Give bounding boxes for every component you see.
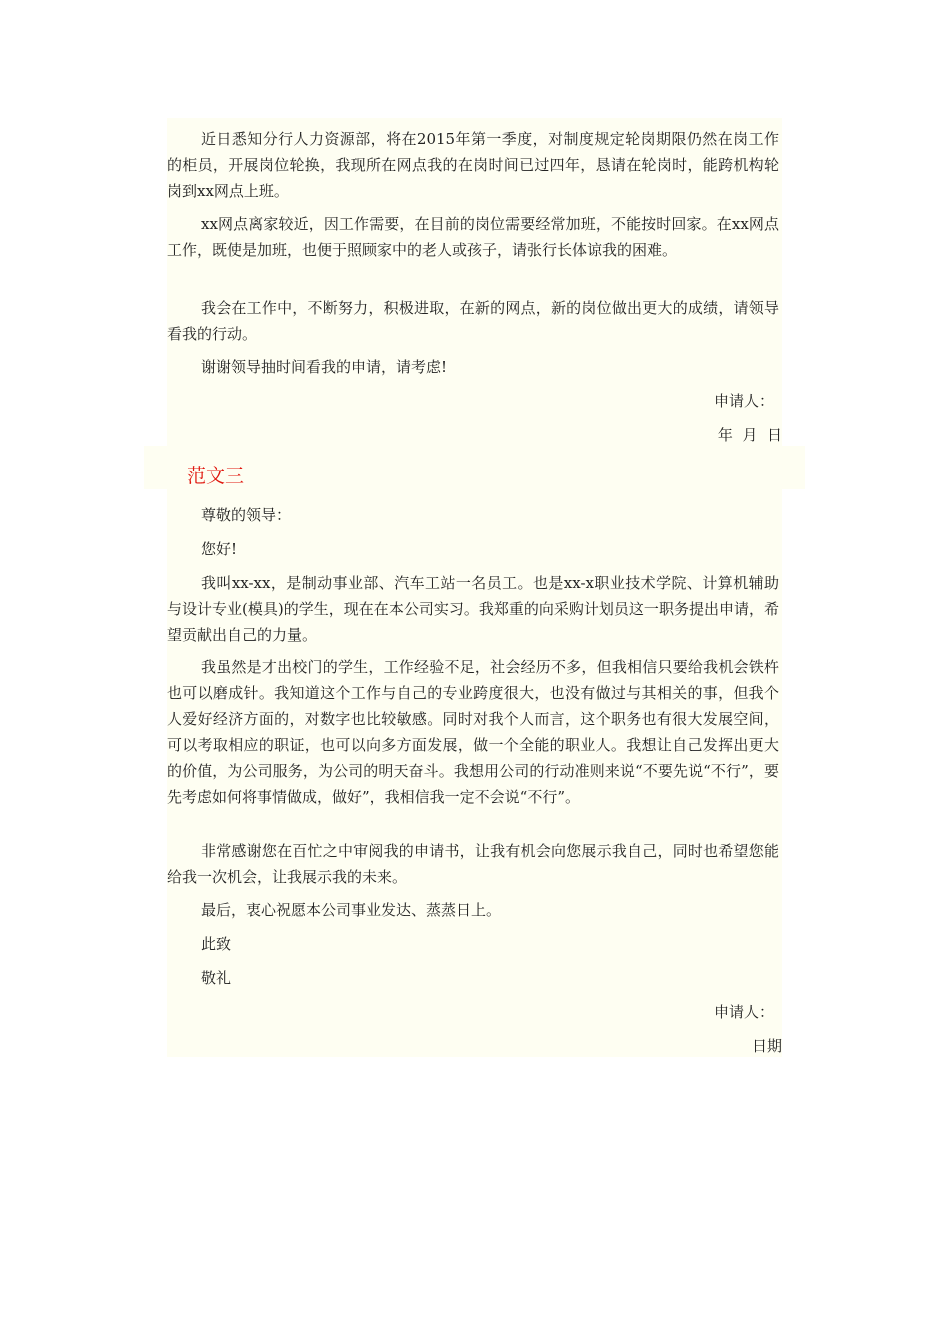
letter-one-paragraph: 我会在工作中，不断努力，积极进取，在新的网点，新的岗位做出更大的成绩，请领导看我的行动。 <box>167 299 779 343</box>
letter-one-paragraph: 近日悉知分行人力资源部，将在2015年第一季度，对制度规定轮岗期限仍然在岗工作的柜员，开展岗位轮换，我现所在网点我的在岗时间已过四年，恳请在轮岗时，能跨机构轮岗到xx网点上班。 <box>167 130 779 200</box>
letter-one-paragraph: xx网点离家较近，因工作需要，在目前的岗位需要经常加班，不能按时回家。在xx网点工作，既使是加班，也便于照顾家中的老人或孩子，请张行长体谅我的困难。 <box>167 215 779 259</box>
letter-two-date: 日期 <box>751 1037 782 1055</box>
letter-two-greeting: 您好! <box>201 540 238 558</box>
letter-two-paragraph: 我虽然是才出校门的学生，工作经验不足，社会经历不多，但我相信只要给我机会铁杵也可以磨成针。我知道这个工作与自己的专业跨度很大，也没有做过与其相关的事，但我个人爱好经济方面的，对数字也比较敏感。同时对我个人而言，这个职务也有很大发展空间，可以考取相应的职证，也可以向多方面发展，做一个全能的职业人。我想让自己发挥出更大的价值，为公司服务，为公司的明天奋斗。我想用公司的行动准则来说“不要先说“不行”，要先考虑如何将事情做成，做好”，我相信我一定不会说“不行”。 <box>167 658 779 806</box>
letter-one-paragraph: 谢谢领导抽时间看我的申请，请考虑! <box>201 358 448 376</box>
letter-two-signature: 申请人： <box>713 1003 774 1021</box>
letter-two-paragraph: 最后，衷心祝愿本公司事业发达、蒸蒸日上。 <box>201 901 502 919</box>
section-heading: 范文三 <box>187 465 245 487</box>
letter-two-closing: 敬礼 <box>201 969 232 987</box>
letter-one-signature: 申请人： <box>713 392 774 410</box>
letter-two-paragraph: 非常感谢您在百忙之中审阅我的申请书，让我有机会向您展示我自己，同时也希望您能给我一次机会，让我展示我的未来。 <box>167 842 779 886</box>
letter-two-closing: 此致 <box>201 935 232 953</box>
letter-one-date: 年 月 日 <box>717 426 782 444</box>
letter-two-paragraph: 我叫xx-xx，是制动事业部、汽车工站一名员工。也是xx-x职业技术学院、计算机辅助与设计专业(模具)的学生，现在在本公司实习。我郑重的向采购计划员这一职务提出申请，希望贡献出自己的力量。 <box>167 574 779 644</box>
letter-two-salutation: 尊敬的领导： <box>201 506 292 524</box>
